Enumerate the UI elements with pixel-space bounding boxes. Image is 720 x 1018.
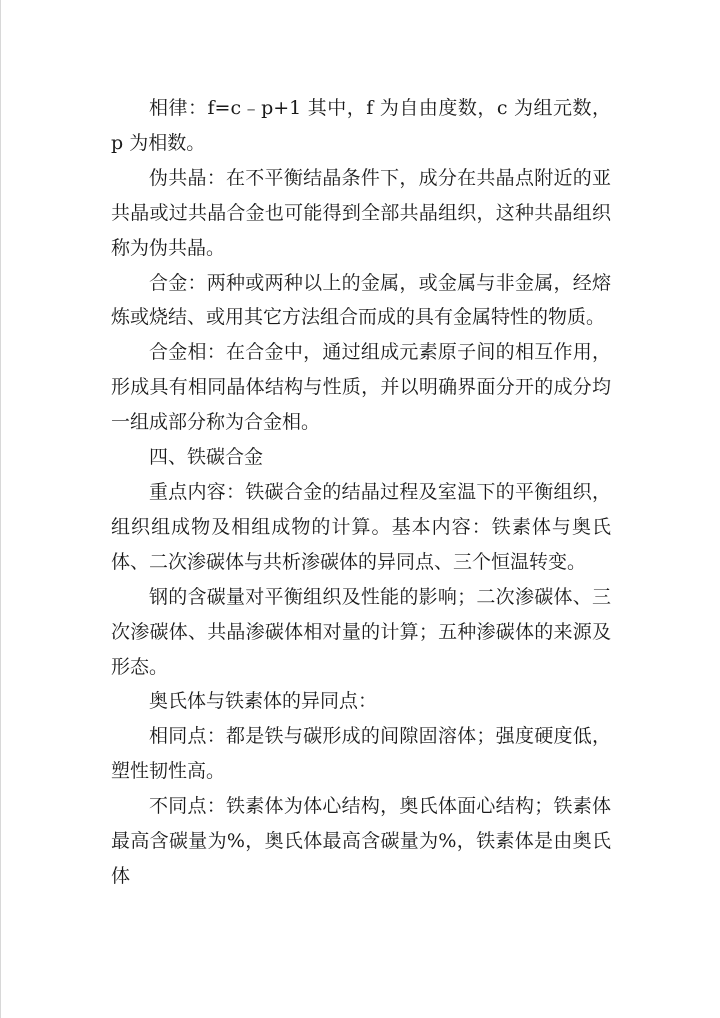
- document-body: [111, 91, 611, 894]
- section-heading-iron-carbon: 四、铁碳合金: [149, 446, 264, 469]
- paragraph-alloy: 合金：两种或两种以上的金属，或金属与非金属，经熔炼或烧结、或用其它方法组合而成的具有金属特性的物质。: [111, 271, 611, 329]
- paragraph-phase-rule: 相律：f=c﹣p+1 其中，f 为自由度数，c 为组元数，p 为相数。: [111, 97, 611, 154]
- paragraph-similarities: 相同点：都是铁与碳形成的间隙固溶体；强度硬度低，塑性韧性高。: [111, 725, 611, 783]
- paragraph-austenite-ferrite-heading: 奥氏体与铁素体的异同点：: [149, 690, 378, 713]
- paragraph-alloy-phase: 合金相：在合金中，通过组成元素原子间的相互作用，形成具有相同晶体结构与性质，并以明确界面分开的成分均一组成部分称为合金相。: [111, 341, 611, 434]
- paragraph-pseudo-eutectic: 伪共晶：在不平衡结晶条件下，成分在共晶点附近的亚共晶或过共晶合金也可能得到全部共晶组织，这种共晶组织称为伪共晶。: [111, 166, 611, 259]
- paragraph-carbon-effect: 钢的含碳量对平衡组织及性能的影响；二次渗碳体、三次渗碳体、共晶渗碳体相对量的计算；五种渗碳体的来源及形态。: [111, 585, 611, 678]
- paragraph-differences: 不同点：铁素体为体心结构，奥氏体面心结构；铁素体最高含碳量为%，奥氏体最高含碳量为%，铁素体是由奥氏体: [111, 795, 611, 887]
- paragraph-key-content: 重点内容：铁碳合金的结晶过程及室温下的平衡组织，组织组成物及相组成物的计算。基本内容：铁素体与奥氏体、二次渗碳体与共析渗碳体的异同点、三个恒温转变。: [111, 480, 611, 573]
